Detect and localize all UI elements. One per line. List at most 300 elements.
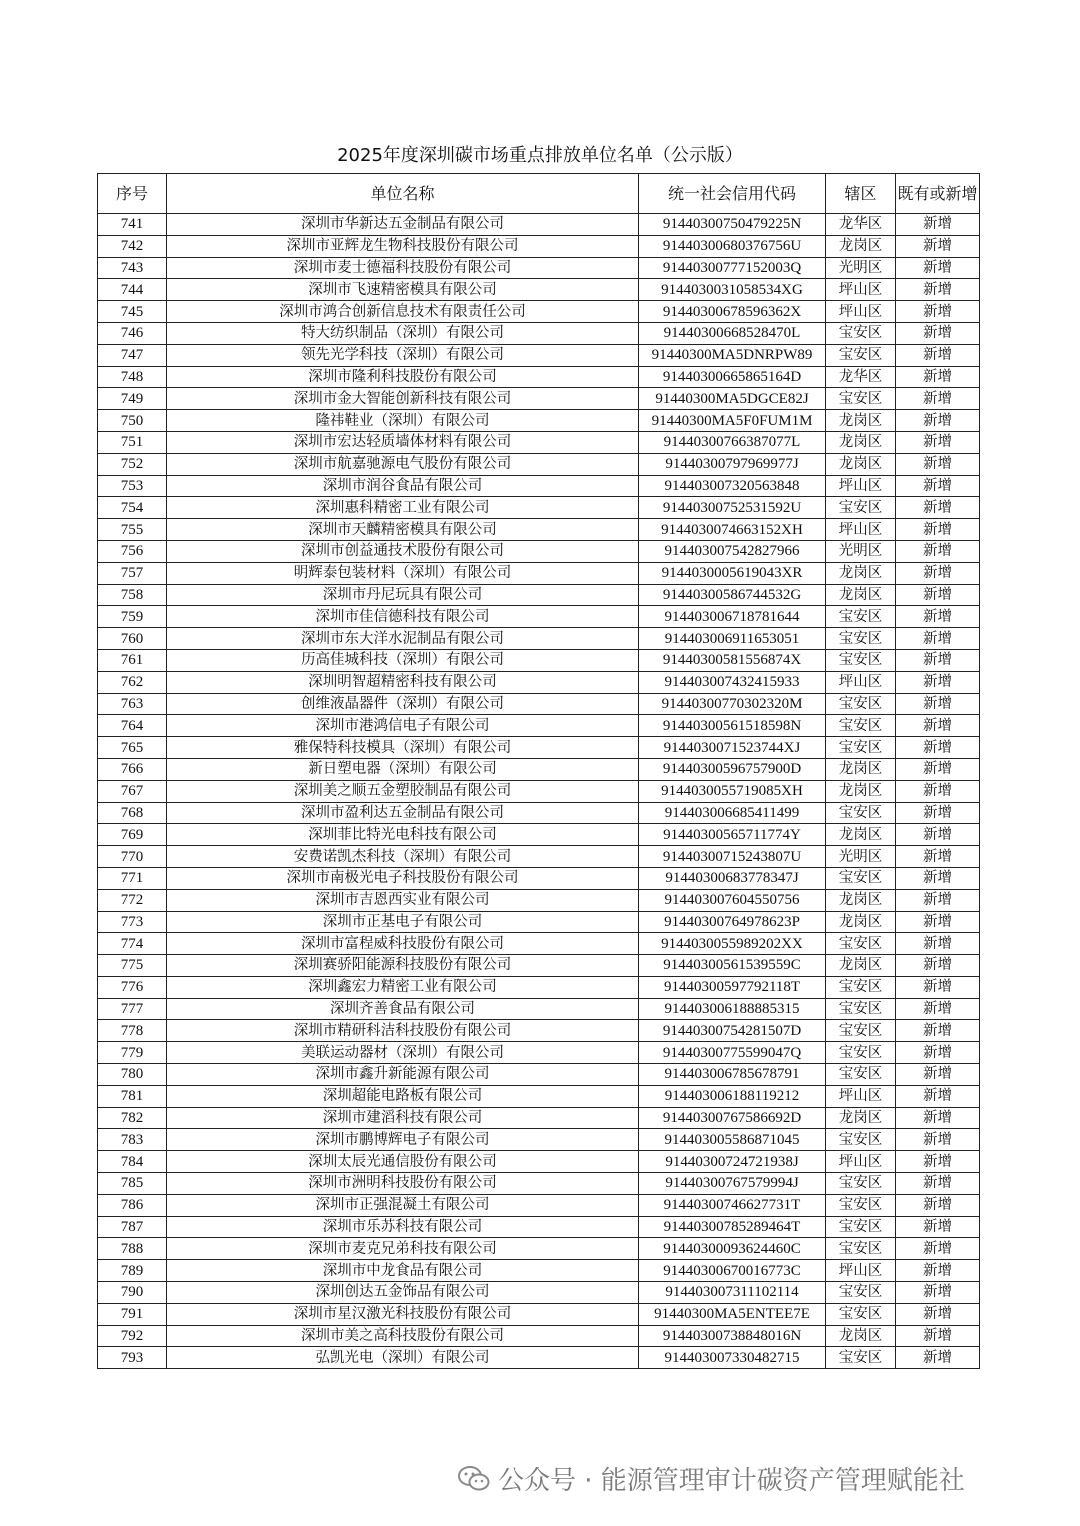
- row-unit-name: 深圳市中龙食品有限公司: [167, 1260, 639, 1282]
- row-district: 宝安区: [826, 322, 896, 344]
- row-credit-code: 91440300093624460C: [639, 1238, 826, 1260]
- table-row: [98, 780, 980, 802]
- row-district: 龙岗区: [826, 1107, 896, 1129]
- row-unit-name: 弘凯光电（深圳）有限公司: [167, 1347, 639, 1369]
- table-row: [98, 867, 980, 889]
- table-row: [98, 1347, 980, 1369]
- table-row: [98, 889, 980, 911]
- table-row: [98, 1260, 980, 1282]
- row-seq: 754: [98, 497, 167, 519]
- row-status: 新增: [896, 453, 980, 475]
- row-unit-name: 深圳超能电路板有限公司: [167, 1085, 639, 1107]
- row-unit-name: 深圳市正强混凝土有限公司: [167, 1194, 639, 1216]
- row-status: 新增: [896, 737, 980, 759]
- row-credit-code: 91440300596757900D: [639, 758, 826, 780]
- row-credit-code: 914403005586871045: [639, 1129, 826, 1151]
- wechat-icon: [458, 1465, 490, 1493]
- row-credit-code: 91440300680376756U: [639, 235, 826, 257]
- row-credit-code: 91440300MA5ENTEE7E: [639, 1303, 826, 1325]
- row-status: 新增: [896, 911, 980, 933]
- row-seq: 779: [98, 1042, 167, 1064]
- row-district: 宝安区: [826, 1194, 896, 1216]
- row-credit-code: 91440300752531592U: [639, 497, 826, 519]
- table-row: [98, 933, 980, 955]
- table-row: [98, 214, 980, 236]
- row-credit-code: 91440300738848016N: [639, 1325, 826, 1347]
- row-unit-name: 深圳赛骄阳能源科技股份有限公司: [167, 955, 639, 977]
- row-credit-code: 91440300754281507D: [639, 1020, 826, 1042]
- table-row: [98, 693, 980, 715]
- row-seq: 780: [98, 1064, 167, 1086]
- row-unit-name: 领先光学科技（深圳）有限公司: [167, 344, 639, 366]
- row-district: 坪山区: [826, 1151, 896, 1173]
- row-district: 龙岗区: [826, 780, 896, 802]
- row-district: 宝安区: [826, 1282, 896, 1304]
- row-credit-code: 91440300561539559C: [639, 955, 826, 977]
- table-row: [98, 497, 980, 519]
- table-row: [98, 1238, 980, 1260]
- row-seq: 745: [98, 301, 167, 323]
- row-district: 龙岗区: [826, 1325, 896, 1347]
- row-unit-name: 历高佳城科技（深圳）有限公司: [167, 649, 639, 671]
- row-district: 宝安区: [826, 998, 896, 1020]
- row-seq: 771: [98, 867, 167, 889]
- table-row: [98, 715, 980, 737]
- row-status: 新增: [896, 584, 980, 606]
- row-seq: 781: [98, 1085, 167, 1107]
- row-unit-name: 深圳太辰光通信股份有限公司: [167, 1151, 639, 1173]
- table-row: [98, 1173, 980, 1195]
- row-district: 宝安区: [826, 976, 896, 998]
- row-district: 光明区: [826, 257, 896, 279]
- row-status: 新增: [896, 824, 980, 846]
- table-row: [98, 1194, 980, 1216]
- row-seq: 750: [98, 410, 167, 432]
- row-status: 新增: [896, 431, 980, 453]
- row-seq: 763: [98, 693, 167, 715]
- row-district: 龙岗区: [826, 453, 896, 475]
- row-status: 新增: [896, 497, 980, 519]
- row-district: 宝安区: [826, 1020, 896, 1042]
- row-unit-name: 明辉泰包装材料（深圳）有限公司: [167, 562, 639, 584]
- row-status: 新增: [896, 410, 980, 432]
- row-status: 新增: [896, 976, 980, 998]
- row-unit-name: 深圳市华新达五金制品有限公司: [167, 214, 639, 236]
- row-unit-name: 新日塑电器（深圳）有限公司: [167, 758, 639, 780]
- row-credit-code: 91440300785289464T: [639, 1216, 826, 1238]
- row-unit-name: 深圳齐善食品有限公司: [167, 998, 639, 1020]
- row-seq: 787: [98, 1216, 167, 1238]
- row-unit-name: 雅保特科技模具（深圳）有限公司: [167, 737, 639, 759]
- row-unit-name: 深圳市东大洋水泥制品有限公司: [167, 628, 639, 650]
- row-seq: 769: [98, 824, 167, 846]
- row-district: 坪山区: [826, 1085, 896, 1107]
- row-credit-code: 91440300668528470L: [639, 322, 826, 344]
- row-unit-name: 深圳市星汉激光科技股份有限公司: [167, 1303, 639, 1325]
- row-credit-code: 91440300764978623P: [639, 911, 826, 933]
- row-district: 宝安区: [826, 802, 896, 824]
- row-unit-name: 深圳市港鸿信电子有限公司: [167, 715, 639, 737]
- row-district: 宝安区: [826, 737, 896, 759]
- table-row: [98, 1042, 980, 1064]
- row-seq: 791: [98, 1303, 167, 1325]
- table-row: [98, 540, 980, 562]
- row-seq: 743: [98, 257, 167, 279]
- row-unit-name: 深圳市丹尼玩具有限公司: [167, 584, 639, 606]
- row-seq: 792: [98, 1325, 167, 1347]
- row-district: 宝安区: [826, 1064, 896, 1086]
- table-row: [98, 606, 980, 628]
- table-row: [98, 1151, 980, 1173]
- row-status: 新增: [896, 519, 980, 541]
- table-row: [98, 846, 980, 868]
- row-credit-code: 9144030071523744XJ: [639, 737, 826, 759]
- row-seq: 774: [98, 933, 167, 955]
- row-credit-code: 91440300670016773C: [639, 1260, 826, 1282]
- row-district: 宝安区: [826, 606, 896, 628]
- table-row: [98, 976, 980, 998]
- row-credit-code: 91440300MA5DGCE82J: [639, 388, 826, 410]
- row-unit-name: 创维液晶器件（深圳）有限公司: [167, 693, 639, 715]
- row-status: 新增: [896, 1325, 980, 1347]
- table-row: [98, 584, 980, 606]
- row-seq: 793: [98, 1347, 167, 1369]
- table-row: [98, 955, 980, 977]
- row-seq: 747: [98, 344, 167, 366]
- row-credit-code: 91440300MA5DNRPW89: [639, 344, 826, 366]
- header-status: 既有或新增: [896, 174, 980, 214]
- row-status: 新增: [896, 562, 980, 584]
- row-seq: 760: [98, 628, 167, 650]
- row-status: 新增: [896, 758, 980, 780]
- row-unit-name: 深圳市洲明科技股份有限公司: [167, 1173, 639, 1195]
- table-row: [98, 1216, 980, 1238]
- row-credit-code: 91440300775599047Q: [639, 1042, 826, 1064]
- row-credit-code: 914403006188119212: [639, 1085, 826, 1107]
- row-status: 新增: [896, 344, 980, 366]
- row-seq: 746: [98, 322, 167, 344]
- row-credit-code: 91440300767586692D: [639, 1107, 826, 1129]
- row-seq: 770: [98, 846, 167, 868]
- table-row: [98, 453, 980, 475]
- row-seq: 762: [98, 671, 167, 693]
- table-row: [98, 410, 980, 432]
- table-row: [98, 279, 980, 301]
- table-row: [98, 758, 980, 780]
- row-seq: 783: [98, 1129, 167, 1151]
- table-row: [98, 649, 980, 671]
- row-credit-code: 914403007542827966: [639, 540, 826, 562]
- row-status: 新增: [896, 1129, 980, 1151]
- row-status: 新增: [896, 1064, 980, 1086]
- row-status: 新增: [896, 780, 980, 802]
- table-row: [98, 737, 980, 759]
- row-unit-name: 深圳美之顺五金塑胶制品有限公司: [167, 780, 639, 802]
- row-district: 龙岗区: [826, 955, 896, 977]
- row-status: 新增: [896, 955, 980, 977]
- row-credit-code: 914403007311102114: [639, 1282, 826, 1304]
- row-unit-name: 深圳市鹏博辉电子有限公司: [167, 1129, 639, 1151]
- row-status: 新增: [896, 606, 980, 628]
- table-row: [98, 562, 980, 584]
- row-status: 新增: [896, 867, 980, 889]
- footer-watermark: [458, 1460, 965, 1497]
- row-unit-name: 深圳市鑫升新能源有限公司: [167, 1064, 639, 1086]
- row-credit-code: 91440300770302320M: [639, 693, 826, 715]
- row-unit-name: 深圳市鸿合创新信息技术有限责任公司: [167, 301, 639, 323]
- table-body: [98, 214, 980, 1369]
- row-unit-name: 隆祎鞋业（深圳）有限公司: [167, 410, 639, 432]
- row-district: 龙岗区: [826, 562, 896, 584]
- row-district: 龙华区: [826, 214, 896, 236]
- table-row: [98, 366, 980, 388]
- row-seq: 784: [98, 1151, 167, 1173]
- row-district: 宝安区: [826, 1173, 896, 1195]
- row-credit-code: 91440300683778347J: [639, 867, 826, 889]
- row-credit-code: 91440300750479225N: [639, 214, 826, 236]
- row-seq: 761: [98, 649, 167, 671]
- header-name: 单位名称: [167, 174, 639, 214]
- row-status: 新增: [896, 1151, 980, 1173]
- row-status: 新增: [896, 1238, 980, 1260]
- row-seq: 748: [98, 366, 167, 388]
- row-seq: 778: [98, 1020, 167, 1042]
- table-row: [98, 1085, 980, 1107]
- row-seq: 775: [98, 955, 167, 977]
- row-unit-name: 深圳市金大智能创新科技有限公司: [167, 388, 639, 410]
- row-credit-code: 91440300724721938J: [639, 1151, 826, 1173]
- row-credit-code: 9144030074663152XH: [639, 519, 826, 541]
- row-credit-code: 91440300565711774Y: [639, 824, 826, 846]
- row-unit-name: 深圳创达五金饰品有限公司: [167, 1282, 639, 1304]
- row-seq: 756: [98, 540, 167, 562]
- row-seq: 751: [98, 431, 167, 453]
- row-seq: 786: [98, 1194, 167, 1216]
- row-unit-name: 深圳市美之高科技股份有限公司: [167, 1325, 639, 1347]
- row-status: 新增: [896, 322, 980, 344]
- row-credit-code: 91440300561518598N: [639, 715, 826, 737]
- row-unit-name: 深圳市麦士德福科技股份有限公司: [167, 257, 639, 279]
- row-credit-code: 9144030005619043XR: [639, 562, 826, 584]
- row-credit-code: 9144030031058534XG: [639, 279, 826, 301]
- row-district: 坪山区: [826, 1260, 896, 1282]
- header-district: 辖区: [826, 174, 896, 214]
- row-district: 宝安区: [826, 693, 896, 715]
- row-unit-name: 深圳市亚辉龙生物科技股份有限公司: [167, 235, 639, 257]
- row-unit-name: 深圳市精研科洁科技股份有限公司: [167, 1020, 639, 1042]
- row-credit-code: 91440300597792118T: [639, 976, 826, 998]
- footer-text: 公众号 · 能源管理审计碳资产管理赋能社: [498, 1466, 965, 1496]
- row-seq: 744: [98, 279, 167, 301]
- row-status: 新增: [896, 475, 980, 497]
- row-unit-name: 特大纺织制品（深圳）有限公司: [167, 322, 639, 344]
- row-seq: 765: [98, 737, 167, 759]
- row-district: 宝安区: [826, 497, 896, 519]
- row-seq: 759: [98, 606, 167, 628]
- row-unit-name: 安费诺凯杰科技（深圳）有限公司: [167, 846, 639, 868]
- row-district: 宝安区: [826, 1238, 896, 1260]
- row-status: 新增: [896, 1303, 980, 1325]
- row-unit-name: 深圳市创益通技术股份有限公司: [167, 540, 639, 562]
- row-status: 新增: [896, 1194, 980, 1216]
- row-unit-name: 深圳市佳信德科技有限公司: [167, 606, 639, 628]
- row-seq: 764: [98, 715, 167, 737]
- row-seq: 785: [98, 1173, 167, 1195]
- row-district: 宝安区: [826, 867, 896, 889]
- row-seq: 789: [98, 1260, 167, 1282]
- row-seq: 776: [98, 976, 167, 998]
- table-row: [98, 1325, 980, 1347]
- table-row: [98, 257, 980, 279]
- row-district: 龙岗区: [826, 911, 896, 933]
- row-district: 宝安区: [826, 1216, 896, 1238]
- row-status: 新增: [896, 257, 980, 279]
- row-status: 新增: [896, 279, 980, 301]
- row-district: 坪山区: [826, 279, 896, 301]
- row-credit-code: 914403006785678791: [639, 1064, 826, 1086]
- row-district: 宝安区: [826, 1303, 896, 1325]
- row-unit-name: 深圳市航嘉驰源电气股份有限公司: [167, 453, 639, 475]
- row-district: 宝安区: [826, 933, 896, 955]
- row-district: 光明区: [826, 846, 896, 868]
- row-status: 新增: [896, 998, 980, 1020]
- row-status: 新增: [896, 933, 980, 955]
- row-credit-code: 91440300678596362X: [639, 301, 826, 323]
- row-credit-code: 9144030055719085XH: [639, 780, 826, 802]
- row-district: 宝安区: [826, 1347, 896, 1369]
- row-credit-code: 91440300766387077L: [639, 431, 826, 453]
- row-district: 宝安区: [826, 649, 896, 671]
- row-district: 龙岗区: [826, 824, 896, 846]
- row-status: 新增: [896, 388, 980, 410]
- table-row: [98, 235, 980, 257]
- row-credit-code: 914403007330482715: [639, 1347, 826, 1369]
- row-district: 宝安区: [826, 1042, 896, 1064]
- row-status: 新增: [896, 235, 980, 257]
- row-status: 新增: [896, 846, 980, 868]
- row-credit-code: 914403007432415933: [639, 671, 826, 693]
- row-seq: 757: [98, 562, 167, 584]
- row-district: 龙岗区: [826, 235, 896, 257]
- table-row: [98, 431, 980, 453]
- row-seq: 777: [98, 998, 167, 1020]
- row-district: 龙岗区: [826, 889, 896, 911]
- table-row: [98, 911, 980, 933]
- row-status: 新增: [896, 715, 980, 737]
- row-status: 新增: [896, 671, 980, 693]
- table-row: [98, 1282, 980, 1304]
- row-unit-name: 深圳市富程威科技股份有限公司: [167, 933, 639, 955]
- row-district: 坪山区: [826, 475, 896, 497]
- row-seq: 753: [98, 475, 167, 497]
- row-unit-name: 深圳市宏达轻质墙体材料有限公司: [167, 431, 639, 453]
- row-unit-name: 深圳明智超精密科技有限公司: [167, 671, 639, 693]
- header-code: 统一社会信用代码: [639, 174, 826, 214]
- row-district: 光明区: [826, 540, 896, 562]
- table-row: [98, 824, 980, 846]
- row-credit-code: 914403006718781644: [639, 606, 826, 628]
- table-row: [98, 344, 980, 366]
- row-seq: 788: [98, 1238, 167, 1260]
- row-status: 新增: [896, 1020, 980, 1042]
- row-seq: 766: [98, 758, 167, 780]
- table-row: [98, 1303, 980, 1325]
- row-unit-name: 深圳菲比特光电科技有限公司: [167, 824, 639, 846]
- row-district: 坪山区: [826, 671, 896, 693]
- row-status: 新增: [896, 366, 980, 388]
- row-district: 坪山区: [826, 519, 896, 541]
- row-credit-code: 914403007604550756: [639, 889, 826, 911]
- row-unit-name: 深圳鑫宏力精密工业有限公司: [167, 976, 639, 998]
- row-seq: 752: [98, 453, 167, 475]
- row-district: 宝安区: [826, 344, 896, 366]
- row-credit-code: 91440300767579994J: [639, 1173, 826, 1195]
- row-credit-code: 914403006188885315: [639, 998, 826, 1020]
- row-status: 新增: [896, 802, 980, 824]
- row-credit-code: 91440300797969977J: [639, 453, 826, 475]
- row-district: 宝安区: [826, 388, 896, 410]
- row-status: 新增: [896, 1173, 980, 1195]
- row-seq: 782: [98, 1107, 167, 1129]
- row-unit-name: 深圳市润谷食品有限公司: [167, 475, 639, 497]
- row-unit-name: 深圳市隆利科技股份有限公司: [167, 366, 639, 388]
- row-status: 新增: [896, 540, 980, 562]
- row-district: 宝安区: [826, 628, 896, 650]
- table-row: [98, 388, 980, 410]
- table-row: [98, 628, 980, 650]
- table-row: [98, 519, 980, 541]
- header-seq: 序号: [98, 174, 167, 214]
- row-status: 新增: [896, 1085, 980, 1107]
- table-row: [98, 1020, 980, 1042]
- row-unit-name: 深圳市天麟精密模具有限公司: [167, 519, 639, 541]
- row-status: 新增: [896, 1260, 980, 1282]
- row-unit-name: 深圳市乐苏科技有限公司: [167, 1216, 639, 1238]
- row-status: 新增: [896, 1042, 980, 1064]
- row-status: 新增: [896, 889, 980, 911]
- row-credit-code: 91440300MA5F0FUM1M: [639, 410, 826, 432]
- row-seq: 741: [98, 214, 167, 236]
- row-status: 新增: [896, 628, 980, 650]
- row-district: 龙岗区: [826, 584, 896, 606]
- row-district: 坪山区: [826, 301, 896, 323]
- table-row: [98, 1129, 980, 1151]
- row-district: 龙岗区: [826, 431, 896, 453]
- row-district: 龙岗区: [826, 758, 896, 780]
- row-unit-name: 深圳市飞速精密模具有限公司: [167, 279, 639, 301]
- row-status: 新增: [896, 301, 980, 323]
- table-row: [98, 1107, 980, 1129]
- row-unit-name: 深圳惠科精密工业有限公司: [167, 497, 639, 519]
- table-row: [98, 475, 980, 497]
- row-status: 新增: [896, 1282, 980, 1304]
- row-district: 宝安区: [826, 715, 896, 737]
- row-unit-name: 深圳市盈利达五金制品有限公司: [167, 802, 639, 824]
- row-unit-name: 深圳市麦克兄弟科技有限公司: [167, 1238, 639, 1260]
- row-credit-code: 914403006685411499: [639, 802, 826, 824]
- row-status: 新增: [896, 693, 980, 715]
- table-row: [98, 802, 980, 824]
- row-credit-code: 914403007320563848: [639, 475, 826, 497]
- row-status: 新增: [896, 214, 980, 236]
- row-unit-name: 深圳市南极光电子科技股份有限公司: [167, 867, 639, 889]
- row-status: 新增: [896, 649, 980, 671]
- row-status: 新增: [896, 1107, 980, 1129]
- row-credit-code: 91440300746627731T: [639, 1194, 826, 1216]
- row-district: 龙华区: [826, 366, 896, 388]
- row-credit-code: 91440300586744532G: [639, 584, 826, 606]
- row-seq: 742: [98, 235, 167, 257]
